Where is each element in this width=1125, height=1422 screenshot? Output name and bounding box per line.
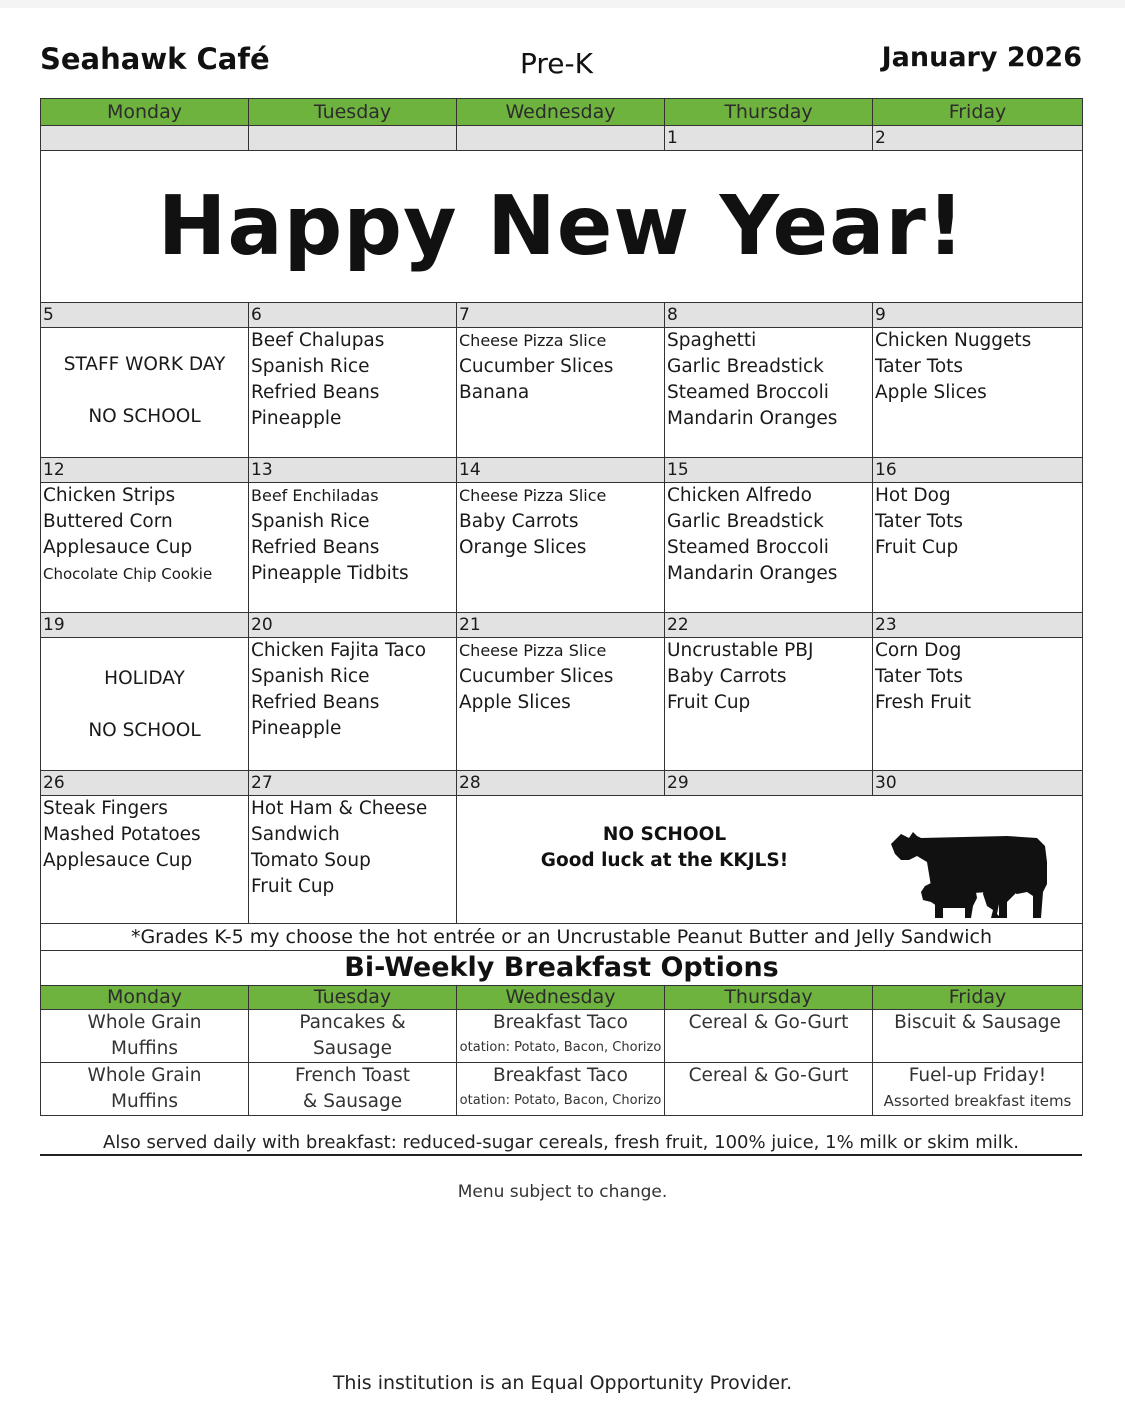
menu-item: Uncrustable PBJ — [667, 640, 814, 661]
menu-item: Spanish Rice — [251, 511, 370, 532]
menu-item: Mandarin Oranges — [667, 563, 838, 584]
weekday-friday: Friday — [873, 99, 1083, 126]
breakfast-title-row — [41, 951, 1083, 986]
weekday-friday: Friday — [873, 986, 1083, 1010]
breakfast-item: Whole Grain — [87, 1065, 202, 1086]
menu-row — [41, 638, 1083, 771]
date-row — [41, 126, 1083, 151]
banner-row — [41, 151, 1083, 303]
menu-item: Spaghetti — [667, 330, 757, 351]
menu-item: Cucumber Slices — [459, 356, 614, 377]
good-luck-message: Good luck at the KKJLS! — [540, 850, 789, 871]
weekday-monday: Monday — [41, 99, 249, 126]
date-cell: 13 — [249, 458, 457, 483]
menu-item: Spanish Rice — [251, 356, 370, 377]
menu-item: Beef Chalupas — [251, 330, 385, 351]
menu-cell-thursday — [665, 483, 873, 613]
weekday-thursday: Thursday — [665, 986, 873, 1010]
date-cell: 20 — [249, 613, 457, 638]
equal-opportunity-statement: This institution is an Equal Opportunity Provider. — [332, 1372, 793, 1394]
date-cell: 9 — [873, 303, 1083, 328]
menu-item: Pineapple — [251, 718, 342, 739]
menu-cell-thursday — [665, 328, 873, 458]
menu-cell-monday — [41, 328, 249, 458]
menu-item: Fruit Cup — [875, 537, 959, 558]
month-label: January 2026 — [881, 42, 1082, 73]
menu-item: Cucumber Slices — [459, 666, 614, 687]
date-cell: 22 — [665, 613, 873, 638]
menu-item: HOLIDAY — [104, 668, 185, 689]
menu-item: Pineapple — [251, 408, 342, 429]
date-cell: 14 — [457, 458, 665, 483]
menu-item: Buttered Corn — [43, 511, 173, 532]
breakfast-cell-thursday — [665, 1063, 873, 1116]
breakfast-item: Muffins — [111, 1038, 178, 1059]
date-cell: 21 — [457, 613, 665, 638]
breakfast-item: French Toast — [294, 1065, 411, 1086]
menu-item: Steamed Broccoli — [667, 382, 829, 403]
breakfast-item: Pancakes & — [299, 1012, 406, 1033]
menu-item: Chicken Fajita Taco — [251, 640, 427, 661]
date-row — [41, 303, 1083, 328]
date-row — [41, 771, 1083, 796]
menu-cell-tuesday — [249, 483, 457, 613]
no-school-text — [457, 822, 872, 874]
menu-cell-tuesday — [249, 796, 457, 924]
date-cell: 19 — [41, 613, 249, 638]
menu-cell-tuesday — [249, 638, 457, 771]
menu-row — [41, 328, 1083, 458]
menu-item: Steak Fingers — [43, 798, 168, 819]
menu-item: NO SCHOOL — [88, 720, 201, 741]
menu-item: Tomato Soup — [251, 850, 371, 871]
date-cell: 30 — [873, 771, 1083, 796]
menu-cell-friday — [873, 483, 1083, 613]
menu-item: Corn Dog — [875, 640, 962, 661]
menu-subject-to-change: Menu subject to change. — [457, 1182, 668, 1202]
date-cell — [249, 126, 457, 151]
menu-cell-tuesday — [249, 328, 457, 458]
date-row — [41, 458, 1083, 483]
menu-cell-wednesday — [457, 328, 665, 458]
breakfast-item: & Sausage — [302, 1091, 403, 1112]
date-cell: 16 — [873, 458, 1083, 483]
weekday-thursday: Thursday — [665, 99, 873, 126]
menu-item: Pineapple Tidbits — [251, 563, 409, 584]
menu-item: Beef Enchiladas — [251, 486, 379, 505]
breakfast-cell-thursday — [665, 1010, 873, 1063]
cafe-title: Seahawk Café — [40, 42, 270, 76]
lunch-calendar — [40, 98, 1083, 1116]
menu-item: Hot Ham & Cheese — [251, 798, 428, 819]
menu-item: Chocolate Chip Cookie — [43, 565, 213, 583]
menu-cell-thursday — [665, 638, 873, 771]
menu-item: Refried Beans — [251, 537, 380, 558]
menu-cell-monday — [41, 483, 249, 613]
date-cell: 1 — [665, 126, 873, 151]
menu-item: Baby Carrots — [667, 666, 787, 687]
menu-cell-friday — [873, 638, 1083, 771]
menu-item: Sandwich — [251, 824, 340, 845]
breakfast-cell-wednesday — [457, 1063, 665, 1116]
grade-label: Pre-K — [520, 47, 593, 80]
happy-new-year-banner: Happy New Year! — [41, 151, 1083, 303]
weekday-tuesday: Tuesday — [249, 99, 457, 126]
menu-cell-monday — [41, 796, 249, 924]
date-cell: 8 — [665, 303, 873, 328]
weekday-monday: Monday — [41, 986, 249, 1010]
breakfast-item: Whole Grain — [87, 1012, 202, 1033]
date-cell — [41, 126, 249, 151]
menu-item: Tater Tots — [875, 666, 964, 687]
menu-item: Chicken Alfredo — [667, 485, 812, 506]
cow-pig-chicken-icon — [887, 822, 1057, 924]
breakfast-cell-friday — [873, 1010, 1083, 1063]
top-edge — [0, 0, 1125, 8]
breakfast-item: Cereal & Go-Gurt — [688, 1012, 849, 1033]
menu-item: NO SCHOOL — [88, 406, 201, 427]
menu-cell-wednesday — [457, 483, 665, 613]
date-cell: 29 — [665, 771, 873, 796]
menu-row — [41, 483, 1083, 613]
menu-item: Tater Tots — [875, 511, 964, 532]
date-cell: 7 — [457, 303, 665, 328]
menu-item: Apple Slices — [875, 382, 987, 403]
menu-item: Applesauce Cup — [43, 850, 193, 871]
date-cell: 2 — [873, 126, 1083, 151]
date-cell: 27 — [249, 771, 457, 796]
menu-item: Steamed Broccoli — [667, 537, 829, 558]
menu-item: Cheese Pizza Slice — [459, 641, 607, 660]
menu-cell-monday — [41, 638, 249, 771]
menu-item: Chicken Strips — [43, 485, 176, 506]
breakfast-row — [41, 1063, 1083, 1116]
note-row — [41, 924, 1083, 951]
breakfast-item: Cereal & Go-Gurt — [688, 1065, 849, 1086]
weekday-tuesday: Tuesday — [249, 986, 457, 1010]
date-cell: 28 — [457, 771, 665, 796]
date-cell: 12 — [41, 458, 249, 483]
menu-item: Refried Beans — [251, 692, 380, 713]
menu-row — [41, 796, 1083, 924]
menu-cell-wednesday — [457, 638, 665, 771]
menu-cell-friday — [873, 328, 1083, 458]
breakfast-cell-monday — [41, 1010, 249, 1063]
breakfast-item: Biscuit & Sausage — [894, 1012, 1061, 1033]
menu-item: Tater Tots — [875, 356, 964, 377]
menu-item: Orange Slices — [459, 537, 587, 558]
breakfast-cell-monday — [41, 1063, 249, 1116]
menu-item: Apple Slices — [459, 692, 571, 713]
menu-item: STAFF WORK DAY — [63, 354, 226, 375]
breakfast-item: Fuel-up Friday! — [908, 1065, 1047, 1086]
date-cell: 6 — [249, 303, 457, 328]
breakfast-cell-tuesday — [249, 1063, 457, 1116]
breakfast-row — [41, 1010, 1083, 1063]
breakfast-cell-friday — [873, 1063, 1083, 1116]
weekday-header-row — [41, 99, 1083, 126]
divider — [40, 1154, 1082, 1156]
breakfast-weekday-header-row — [41, 986, 1083, 1010]
weekday-wednesday: Wednesday — [457, 99, 665, 126]
breakfast-item: Muffins — [111, 1091, 178, 1112]
breakfast-title: Bi-Weekly Breakfast Options — [41, 951, 1083, 986]
breakfast-item: Breakfast Taco — [492, 1012, 628, 1033]
menu-item: Mashed Potatoes — [43, 824, 201, 845]
breakfast-cell-wednesday — [457, 1010, 665, 1063]
menu-item: Fresh Fruit — [875, 692, 972, 713]
date-cell: 23 — [873, 613, 1083, 638]
no-school-notice — [457, 796, 1083, 924]
menu-item: Cheese Pizza Slice — [459, 486, 607, 505]
menu-item: Garlic Breadstick — [667, 511, 824, 532]
date-cell: 15 — [665, 458, 873, 483]
date-cell — [457, 126, 665, 151]
menu-item: Banana — [459, 382, 530, 403]
no-school-heading: NO SCHOOL — [602, 824, 727, 845]
menu-item: Applesauce Cup — [43, 537, 193, 558]
menu-item: Fruit Cup — [251, 876, 335, 897]
breakfast-item: Sausage — [313, 1038, 392, 1059]
breakfast-item: Assorted breakfast items — [883, 1092, 1072, 1110]
menu-item: Cheese Pizza Slice — [459, 331, 607, 350]
menu-item: Refried Beans — [251, 382, 380, 403]
menu-item: Garlic Breadstick — [667, 356, 824, 377]
menu-item: Hot Dog — [875, 485, 951, 506]
menu-item: Mandarin Oranges — [667, 408, 838, 429]
menu-item: Spanish Rice — [251, 666, 370, 687]
breakfast-rotation-note: otation: Potato, Bacon, Chorizo — [459, 1093, 662, 1108]
date-cell: 26 — [41, 771, 249, 796]
breakfast-rotation-note: otation: Potato, Bacon, Chorizo — [459, 1040, 662, 1055]
date-row — [41, 613, 1083, 638]
date-cell: 5 — [41, 303, 249, 328]
weekday-wednesday: Wednesday — [457, 986, 665, 1010]
menu-item: Chicken Nuggets — [875, 330, 1032, 351]
breakfast-item: Breakfast Taco — [492, 1065, 628, 1086]
grades-note: *Grades K-5 my choose the hot entrée or an Uncrustable Peanut Butter and Jelly Sandwich — [41, 924, 1083, 951]
menu-item: Fruit Cup — [667, 692, 751, 713]
also-served-note: Also served daily with breakfast: reduced-sugar cereals, fresh fruit, 100% juice, 1% milk or skim milk. — [103, 1132, 1019, 1153]
menu-item: Baby Carrots — [459, 511, 579, 532]
breakfast-cell-tuesday — [249, 1010, 457, 1063]
